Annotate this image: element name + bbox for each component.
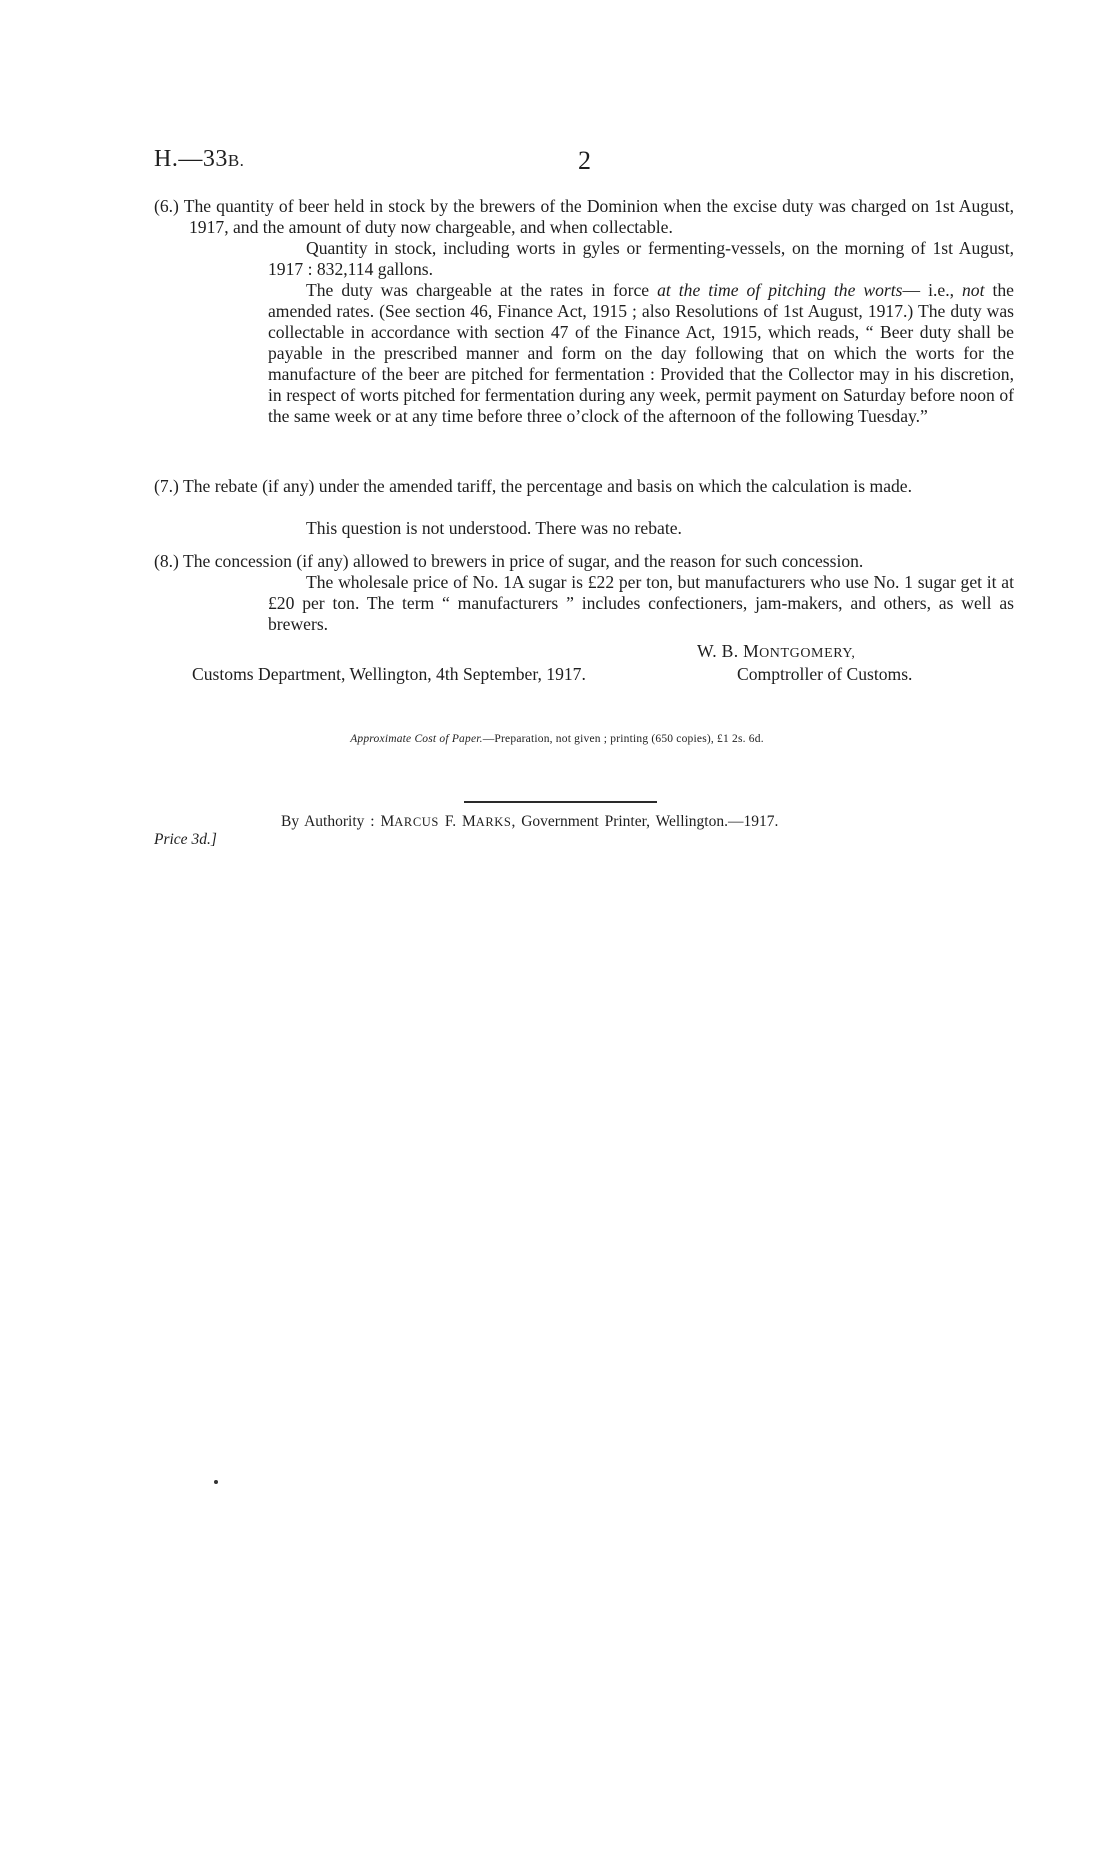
answer-6-stock: Quantity in stock, including worts in gyles or fermenting-vessels, on the morning of 1st August, 1917 : 832,114 gallons.	[268, 238, 1014, 279]
signatory-title: Comptroller of Customs.	[737, 664, 913, 684]
question-6: (6.) The quantity of beer held in stock by the brewers of the Dominion when the excise duty was charged on 1st August, 1917, and the amount of duty now chargeable, and when collectable.	[154, 196, 1014, 237]
signatory-department: Customs Department, Wellington, 4th September, 1917.	[192, 664, 586, 684]
cost-of-paper: Approximate Cost of Paper.—Preparation, not given ; printing (650 copies), £1 2s. 6d.	[350, 733, 764, 745]
reference-suffix: B.	[227, 151, 245, 170]
answer-8: The wholesale price of No. 1A sugar is £22 per ton, but manufacturers who use No. 1 sugar get it at £20 per ton. The term “ manufacturers ” includes confectioners, jam-makers, and others, as well as brewers.	[268, 572, 1014, 634]
question-8: (8.) The concession (if any) allowed to brewers in price of sugar, and the reason for such concession.	[154, 551, 864, 571]
page-number: 2	[578, 146, 591, 175]
answer-6-duty: The duty was chargeable at the rates in force at the time of pitching the worts— i.e., not the amended rates. (See section 46, Finance Act, 1915 ; also Resolutions of 1st August, 1917.) The duty was collectable in accordance with section 47 of the Finance Act, 1915, which reads, “ Beer duty shall be payable in the prescribed manner and form on the day following that on which the worts for the manufacture of the beer are pitched for fermentation : Provided that the Collector may in his discretion, in respect of worts pitched for fermentation during any week, permit payment on Saturday before noon of the same week or at any time before three o’clock of the afternoon of the following Tuesday.”	[268, 280, 1014, 426]
price: Price 3d.]	[154, 831, 217, 848]
reference-main: H.—33	[154, 146, 228, 172]
print-speck	[214, 1480, 218, 1484]
answer-7: This question is not understood. There was no rebate.	[306, 518, 682, 538]
emphasis-pitching: at the time of pitching the worts	[657, 280, 903, 300]
footer-rule	[464, 801, 657, 803]
signatory-name: W. B. MONTGOMERY,	[697, 641, 856, 661]
document-reference	[154, 146, 244, 173]
printer-imprint: By Authority : MARCUS F. MARKS, Government Printer, Wellington.—1917.	[281, 813, 779, 830]
question-7: (7.) The rebate (if any) under the amended tariff, the percentage and basis on which the calculation is made.	[154, 476, 913, 496]
emphasis-not: not	[961, 280, 985, 300]
